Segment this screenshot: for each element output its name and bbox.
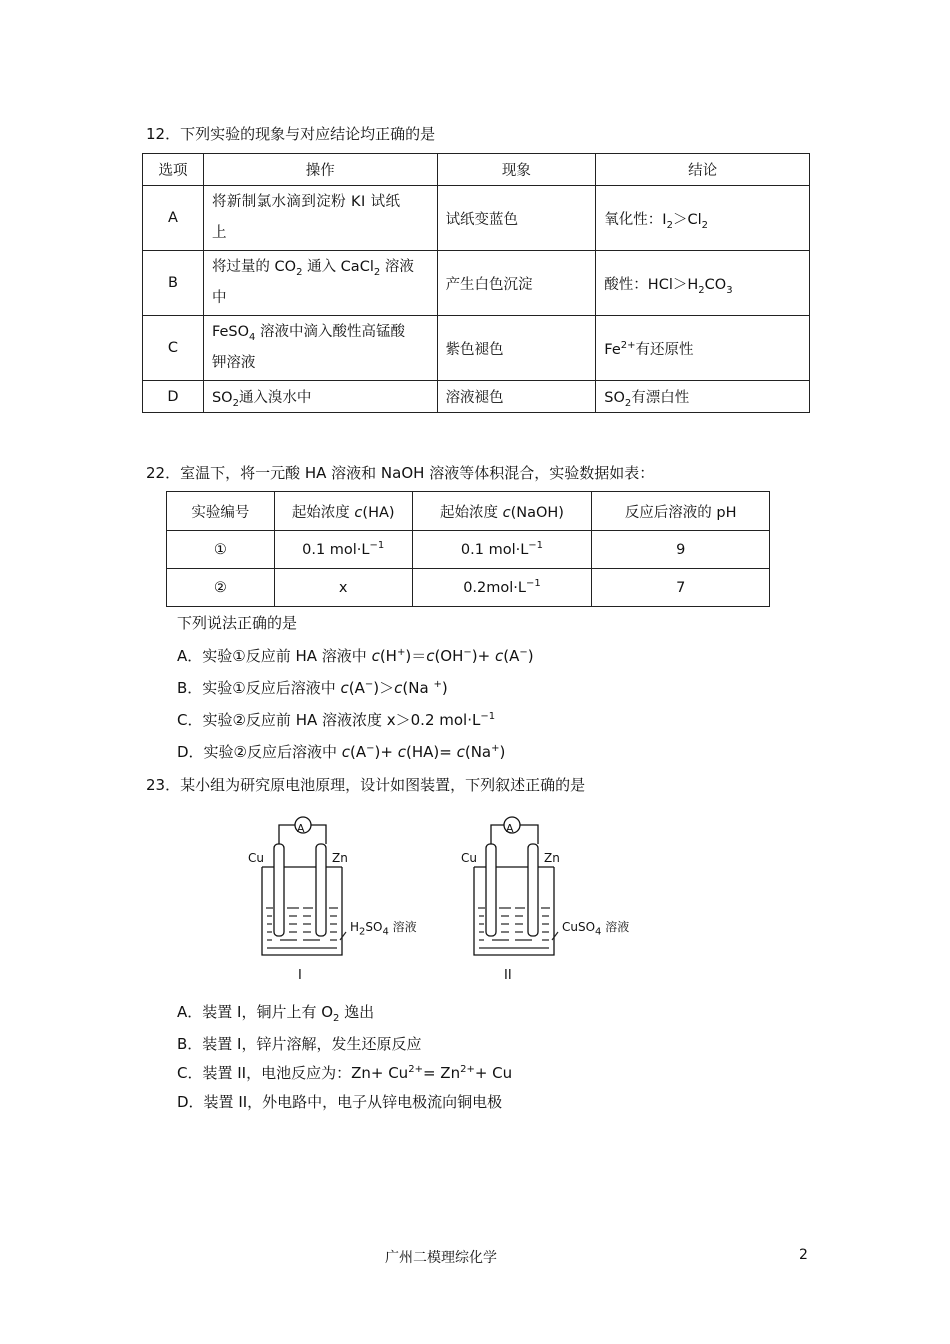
- cell-ii-zn-label: Zn: [544, 851, 560, 865]
- footer-title: 广州二模理综化学: [385, 1250, 497, 1266]
- q12-table: [142, 153, 810, 413]
- q22-option-c: C．实验②反应前 HA 溶液浓度 x＞0.2 $mol\cdot L^{-1}$: [177, 711, 496, 729]
- q22-header-no: 实验编号: [167, 492, 275, 531]
- table-row: [167, 531, 770, 569]
- q12-operation-a: 将新制氯水滴到淀粉 KI 试纸 上: [203, 186, 437, 251]
- q22-row2-ph: 7: [592, 569, 770, 607]
- q12-option-b: B: [143, 251, 204, 316]
- q12-operation-b: 将过量的 $CO_2$ 通入 CaCl$_2$ 溶液 中: [203, 251, 437, 316]
- q12-header-phenomenon: 现象: [437, 154, 596, 186]
- cell-ii-diagram: [452, 810, 652, 990]
- cell-i-ammeter-label: A: [297, 822, 305, 835]
- q12-phenomenon-b: 产生白色沉淀: [437, 251, 596, 316]
- q12-operation-d: $SO_2$通入溴水中: [203, 381, 437, 413]
- figure-cell-i: [240, 810, 430, 990]
- table-row: [143, 186, 810, 251]
- q12-title: 12．下列实验的现象与对应结论均正确的是: [146, 125, 436, 143]
- cell-i-zn-label: Zn: [332, 851, 348, 865]
- q22-row1-naoh: 0.1 $mol\cdot L^{-1}$: [412, 531, 592, 569]
- cell-ii-ammeter-label: A: [506, 822, 514, 835]
- q23-option-a: A．装置 I，铜片上有 $O_2$ 逸出: [177, 1003, 375, 1024]
- cell-ii-cu-label: Cu: [461, 851, 477, 865]
- q23-option-c: C．装置 II，电池反应为：$Zn+ Cu^{2+}= Zn^{2+}+ Cu$: [177, 1064, 513, 1082]
- q22-row2-no: ②: [167, 569, 275, 607]
- q22-option-d: D．实验②反应后溶液中 c(A−)+ c(HA)= c(Na+): [177, 743, 506, 761]
- q22-title: 22．室温下，将一元酸 HA 溶液和 NaOH 溶液等体积混合，实验数据如表：: [146, 464, 655, 482]
- table-row: [143, 251, 810, 316]
- q12-header-operation: 操作: [203, 154, 437, 186]
- q12-option-d: D: [143, 381, 204, 413]
- cell-i-solution-label: $H_2SO_4$ 溶液: [350, 920, 417, 938]
- q12-header-conclusion: 结论: [596, 154, 810, 186]
- q12-option-a: A: [143, 186, 204, 251]
- page-number: 2: [799, 1247, 808, 1263]
- q22-header-row: [167, 492, 770, 531]
- cell-i-caption: I: [298, 968, 302, 983]
- q12-phenomenon-a: 试纸变蓝色: [437, 186, 596, 251]
- q12-conclusion-c: $Fe^{2+}$有还原性: [596, 316, 810, 381]
- q12-phenomenon-c: 紫色褪色: [437, 316, 596, 381]
- q23-title: 23．某小组为研究原电池原理，设计如图装置，下列叙述正确的是: [146, 776, 586, 794]
- q22-table: [166, 491, 770, 607]
- q12-conclusion-a: 氧化性：$I_2>Cl_2$: [596, 186, 810, 251]
- q12-header-row: [143, 154, 810, 186]
- q22-row1-ph: 9: [592, 531, 770, 569]
- q12-operation-c: FeSO$_4$ 溶液中滴入酸性高锰酸 钾溶液: [203, 316, 437, 381]
- q22-row1-no: ①: [167, 531, 275, 569]
- q12-option-c: C: [143, 316, 204, 381]
- q22-option-b: B．实验①反应后溶液中 c(A−)＞c(Na +): [177, 679, 448, 697]
- q22-prompt: 下列说法正确的是: [177, 614, 298, 632]
- table-row: [143, 381, 810, 413]
- table-row: [143, 316, 810, 381]
- q12-conclusion-d: $SO_2$有漂白性: [596, 381, 810, 413]
- q22-header-ha: 起始浓度 c(HA): [274, 492, 412, 531]
- cell-ii-caption: II: [504, 968, 512, 983]
- cell-ii-solution-label: CuSO$_4$ 溶液: [562, 920, 630, 938]
- q12-phenomenon-d: 溶液褪色: [437, 381, 596, 413]
- q12-header-option: 选项: [143, 154, 204, 186]
- q23-option-b: B．装置 I，锌片溶解，发生还原反应: [177, 1035, 422, 1053]
- q22-row2-ha: x: [274, 569, 412, 607]
- q12-conclusion-b: 酸性：$HCl>H_2CO_3$: [596, 251, 810, 316]
- q22-header-naoh: 起始浓度 c(NaOH): [412, 492, 592, 531]
- table-row: [167, 569, 770, 607]
- q23-option-d: D．装置 II，外电路中，电子从锌电极流向铜电极: [177, 1093, 503, 1111]
- cell-i-cu-label: Cu: [248, 851, 264, 865]
- figure-cell-ii: [452, 810, 652, 990]
- q22-header-ph: 反应后溶液的 pH: [592, 492, 770, 531]
- q22-option-a: A．实验①反应前 HA 溶液中 c(H+)＝c(OH−)+ c(A−): [177, 647, 534, 665]
- cell-i-diagram: [240, 810, 430, 990]
- q22-row1-ha: 0.1 $mol\cdot L^{-1}$: [274, 531, 412, 569]
- q22-row2-naoh: $0.2mol\cdot L^{-1}$: [412, 569, 592, 607]
